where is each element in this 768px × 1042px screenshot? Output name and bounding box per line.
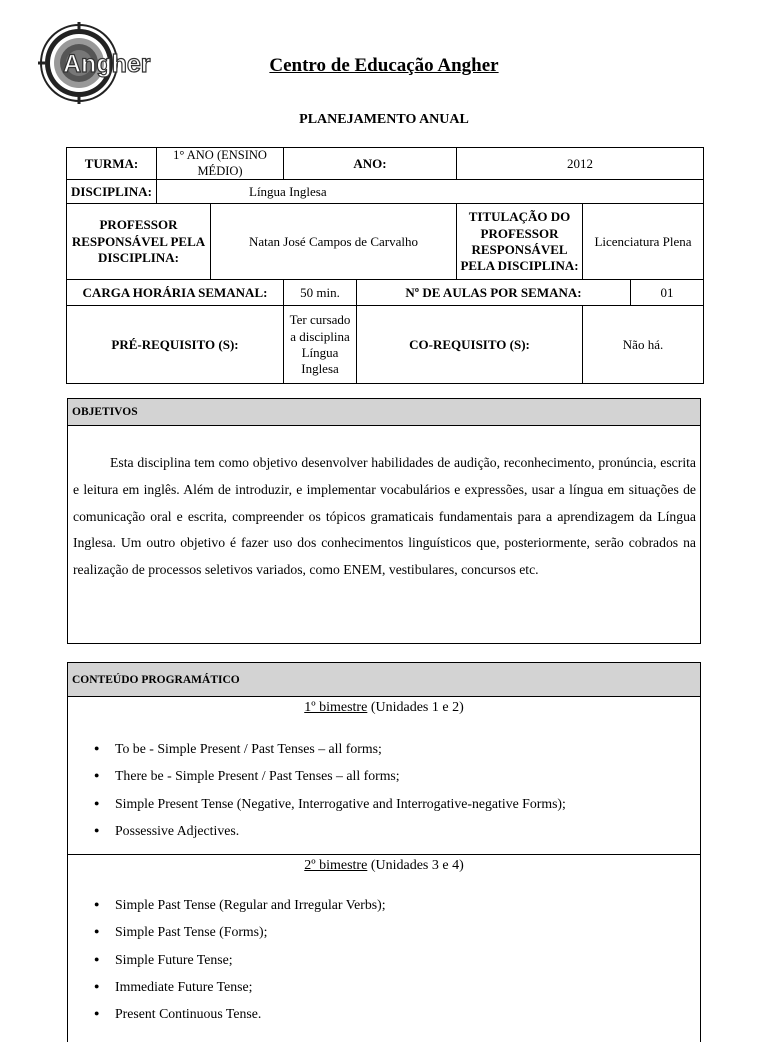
titulacao-label: TITULAÇÃO DO PROFESSOR RESPONSÁVEL PELA DISCIPLINA:	[457, 204, 583, 280]
coreq-value: Não há.	[583, 306, 704, 384]
prereq-label: PRÉ-REQUISITO (S):	[67, 306, 284, 384]
list-item: ● To be - Simple Present / Past Tenses – all forms;	[68, 735, 700, 762]
bimestre-2-topics	[68, 891, 700, 1027]
list-item: ● Simple Future Tense;	[68, 946, 700, 973]
aulas-value: 01	[631, 280, 704, 306]
objetivos-text: Esta disciplina tem como objetivo desenvolver habilidades de audição, reconhecimento, pronúncia, escrita e leitura em inglês. Além de introduzir, e implementar vocabulários e expressões, usar a língua em situações de comunicação oral e escrita, compreender os tópicos gramaticais fundamentais para a aprendizagem da Língua Inglesa. Um outro objetivo é fazer uso dos conhecimentos linguísticos que, posteriormente, serão cobrados na realização de processos seletivos variados, como ENEM, vestibulares, concursos etc.	[73, 455, 696, 578]
list-item: ● There be - Simple Present / Past Tenses – all forms;	[68, 762, 700, 789]
list-item: ● Present Continuous Tense.	[68, 1000, 700, 1027]
coreq-label: CO-REQUISITO (S):	[357, 306, 583, 384]
list-item: ● Immediate Future Tense;	[68, 973, 700, 1000]
disciplina-value: Língua Inglesa	[157, 180, 704, 204]
turma-label: TURMA:	[67, 148, 157, 180]
bimestre-2-label: 2º bimestre	[304, 858, 368, 873]
turma-value: 1° ANO (ENSINO MÉDIO)	[157, 148, 284, 180]
bimestre-1-topics	[68, 735, 700, 844]
list-item: ● Simple Present Tense (Negative, Interrogative and Interrogative-negative Forms);	[68, 790, 700, 817]
bimestre-1-label: 1º bimestre	[304, 700, 368, 715]
list-item: ● Simple Past Tense (Forms);	[68, 918, 700, 945]
disciplina-label: DISCIPLINA:	[67, 180, 157, 204]
bimestre-2	[68, 854, 700, 1027]
list-item: ● Simple Past Tense (Regular and Irregular Verbs);	[68, 891, 700, 918]
professor-label: PROFESSOR RESPONSÁVEL PELA DISCIPLINA:	[67, 204, 211, 280]
titulacao-value: Licenciatura Plena	[583, 204, 704, 280]
carga-label: CARGA HORÁRIA SEMANAL:	[67, 280, 284, 306]
conteudo-section	[67, 662, 701, 1042]
bimestre-1-units: (Unidades 1 e 2)	[370, 700, 464, 715]
bimestre-2-units: (Unidades 3 e 4)	[370, 858, 464, 873]
info-table	[66, 147, 704, 384]
document-title: Centro de Educação Angher	[269, 55, 499, 76]
bimestre-1-heading	[68, 697, 700, 716]
carga-value: 50 min.	[284, 280, 357, 306]
prereq-value: Ter cursado a disciplina Língua Inglesa	[284, 306, 357, 384]
professor-value: Natan José Campos de Carvalho	[211, 204, 457, 280]
objetivos-heading: OBJETIVOS	[68, 399, 700, 426]
ano-value: 2012	[457, 148, 704, 180]
aulas-label: Nº DE AULAS POR SEMANA:	[357, 280, 631, 306]
ano-label: ANO:	[284, 148, 457, 180]
bimestre-2-heading	[68, 855, 700, 874]
logo-text: Angher	[63, 50, 151, 78]
list-item: ● Possessive Adjectives.	[68, 817, 700, 844]
objetivos-section	[67, 398, 701, 644]
conteudo-heading: CONTEÚDO PROGRAMÁTICO	[68, 663, 700, 697]
document-subtitle: PLANEJAMENTO ANUAL	[299, 112, 469, 127]
bimestre-1	[68, 697, 700, 854]
